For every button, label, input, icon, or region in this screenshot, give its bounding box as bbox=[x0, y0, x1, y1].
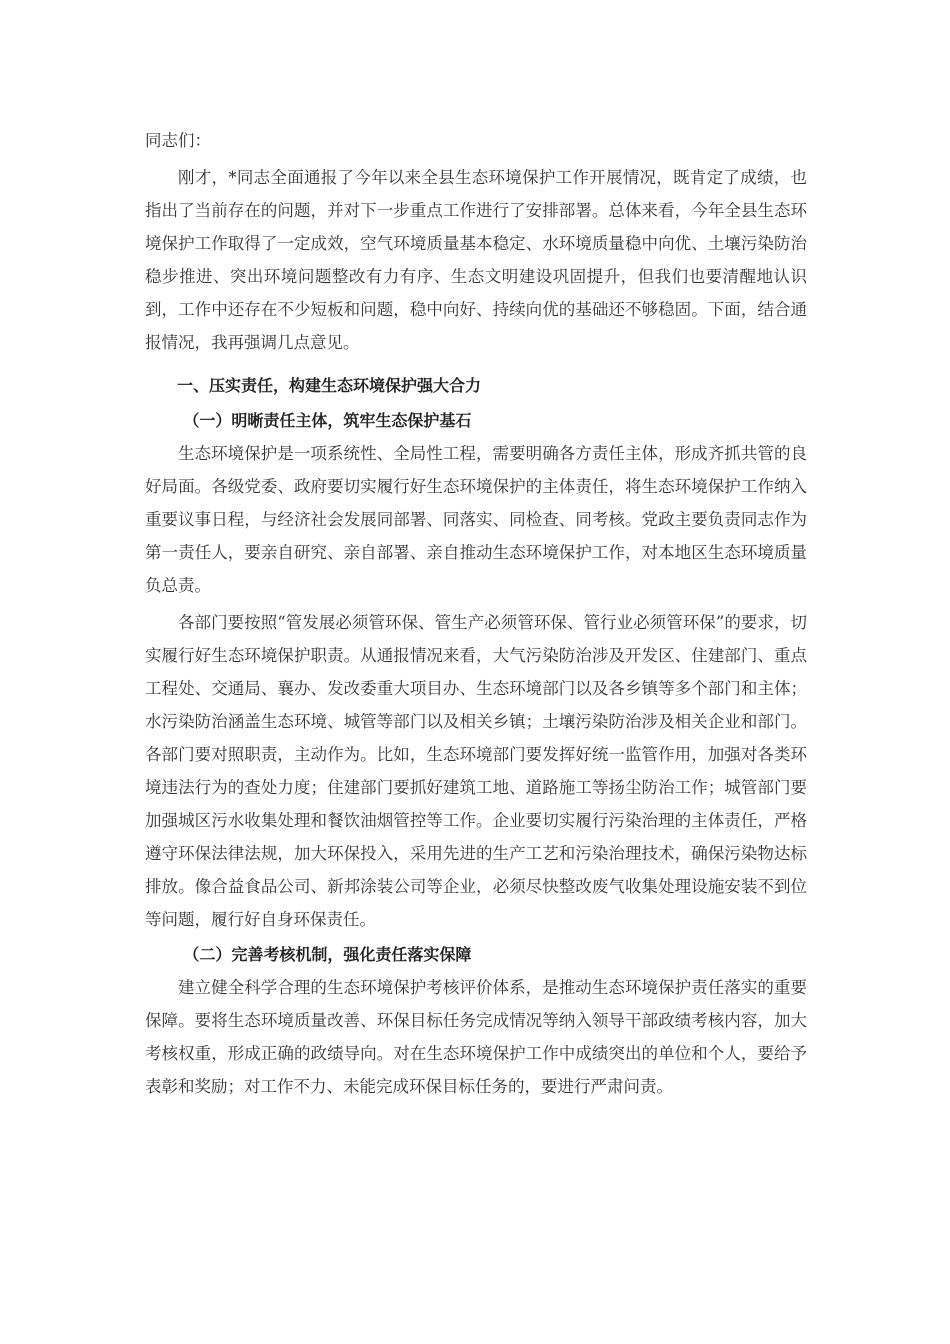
document-page bbox=[145, 124, 807, 1103]
section-1-1-heading: （一）明晰责任主体，筑牢生态保护基石 bbox=[183, 411, 472, 430]
section-1-heading: 一、压实责任，构建生态环境保护强大合力 bbox=[177, 376, 482, 395]
section-1-1-paragraph-2: 各部门要按照“管发展必须管环保、管生产必须管环保、管行业必须管环保”的要求，切实履行好生态环境保护职责。从通报情况来看，大气污染防治涉及开发区、住建部门、重点工程处、交通局、襄办、发改委重大项目办、生态环境部门以及各乡镇等多个部门和主体；水污染防治涵盖生态环境、城管等部门以及相关乡镇；土壤污染防治涉及相关企业和部门。各部门要对照职责，主动作为。比如，生态环境部门要发挥好统一监管作用，加强对各类环境违法行为的查处力度；住建部门要抓好建筑工地、道路施工等扬尘防治工作；城管部门要加强城区污水收集处理和餐饮油烟管控等工作。企业要切实履行污染治理的主体责任，严格遵守环保法律法规，加大环保投入，采用先进的生产工艺和污染治理技术，确保污染物达标排放。像合益食品公司、新邦涂装公司等企业，必须尽快整改废气收集处理设施安装不到位等问题，履行好自身环保责任。 bbox=[145, 613, 807, 929]
section-1-2-heading: （二）完善考核机制，强化责任落实保障 bbox=[183, 945, 472, 964]
section-1-1-paragraph-1: 生态环境保护是一项系统性、全局性工程，需要明确各方责任主体，形成齐抓共管的良好局面。各级党委、政府要切实履行好生态环境保护的主体责任，将生态环境保护工作纳入重要议事日程，与经济社会发展同部署、同落实、同检查、同考核。党政主要负责同志作为第一责任人，要亲自研究、亲自部署、亲自推动生态环境保护工作，对本地区生态环境质量负总责。 bbox=[145, 444, 807, 595]
section-1-2-paragraph-1: 建立健全科学合理的生态环境保护考核评价体系，是推动生态环境保护责任落实的重要保障。要将生态环境质量改善、环保目标任务完成情况等纳入领导干部政绩考核内容，加大考核权重，形成正确的政绩导向。对在生态环境保护工作中成绩突出的单位和个人，要给予表彰和奖励；对工作不力、未能完成环保目标任务的，要进行严肃问责。 bbox=[145, 978, 807, 1096]
intro-paragraph: 刚才，*同志全面通报了今年以来全县生态环境保护工作开展情况，既肯定了成绩，也指出了当前存在的问题，并对下一步重点工作进行了安排部署。总体来看，今年全县生态环境保护工作取得了一定成效，空气环境质量基本稳定、水环境质量稳中向优、土壤污染防治稳步推进、突出环境问题整改有力有序、生态文明建设巩固提升，但我们也要清醒地认识到，工作中还存在不少短板和问题，稳中向好、持续向优的基础还不够稳固。下面，结合通报情况，我再强调几点意见。 bbox=[145, 168, 807, 352]
greeting: 同志们： bbox=[145, 131, 211, 150]
